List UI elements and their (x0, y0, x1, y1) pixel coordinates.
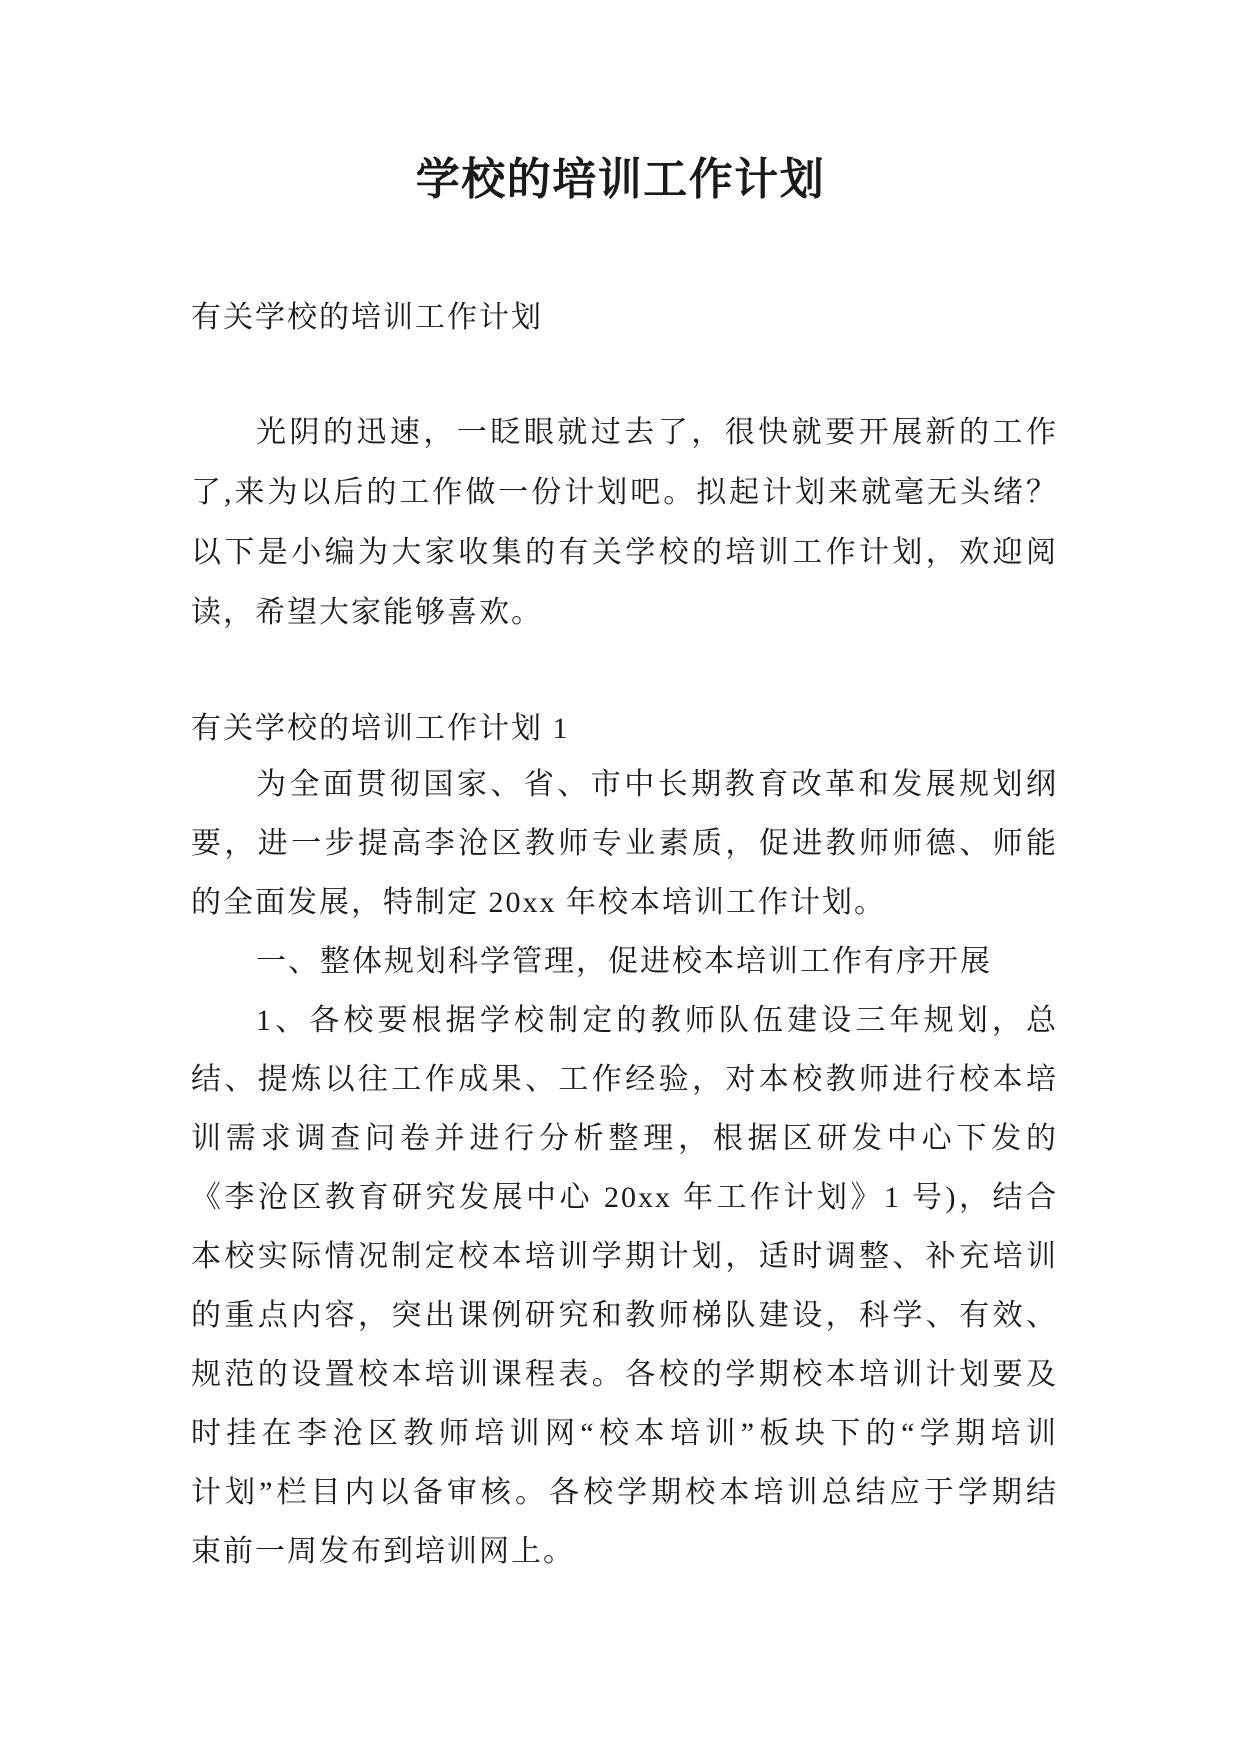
paragraph-line: 计划”栏目内以备审核。各校学期校本培训总结应于学期结 (191, 1476, 1058, 1509)
paragraph (191, 932, 1058, 991)
paragraph-line: 以下是小编为大家收集的有关学校的培训工作计划，欢迎阅 (191, 536, 1058, 569)
paragraph-line: 一、整体规划科学管理，促进校本培训工作有序开展 (256, 945, 992, 978)
paragraph-line: 1、各校要根据学校制定的教师队伍建设三年规划，总 (256, 1004, 1058, 1037)
paragraph-line: 训需求调查问卷并进行分析整理，根据区研发中心下发的 (191, 1122, 1058, 1155)
paragraph-line: 本校实际情况制定校本培训学期计划，适时调整、补充培训 (191, 1240, 1058, 1273)
paragraph-line: 要，进一步提高李沧区教师专业素质，促进教师师德、师能 (191, 827, 1058, 860)
section-heading-intro: 有关学校的培训工作计划 (191, 301, 543, 334)
paragraph (191, 991, 1058, 1581)
paragraph-line: 光阴的迅速，一眨眼就过去了，很快就要开展新的工作 (256, 416, 1058, 449)
section-heading-plan: 有关学校的培训工作计划 1 (191, 712, 570, 745)
paragraph-line: 规范的设置校本培训课程表。各校的学期校本培训计划要及 (191, 1358, 1058, 1391)
paragraph (191, 755, 1058, 932)
paragraph-line: 读，希望大家能够喜欢。 (191, 596, 543, 629)
paragraph-line: 的全面发展，特制定 20xx 年校本培训工作计划。 (191, 886, 886, 919)
plan-body (191, 755, 1058, 1581)
paragraph-line: 为全面贯彻国家、省、市中长期教育改革和发展规划纲 (256, 768, 1058, 801)
paragraph-line: 时挂在李沧区教师培训网“校本培训”板块下的“学期培训 (191, 1417, 1058, 1450)
paragraph-line: 《李沧区教育研究发展中心 20xx 年工作计划》1 号)，结合 (191, 1181, 1058, 1214)
paragraph-line: 的重点内容，突出课例研究和教师梯队建设，科学、有效、 (191, 1299, 1058, 1332)
paragraph-line: 结、提炼以往工作成果、工作经验，对本校教师进行校本培 (191, 1063, 1058, 1096)
paragraph-line: 束前一周发布到培训网上。 (191, 1535, 575, 1568)
paragraph-line: 了,来为以后的工作做一份计划吧。拟起计划来就毫无头绪？ (191, 476, 1058, 509)
intro-body (191, 403, 1058, 643)
document-title: 学校的培训工作计划 (415, 155, 826, 204)
paragraph (191, 403, 1058, 643)
